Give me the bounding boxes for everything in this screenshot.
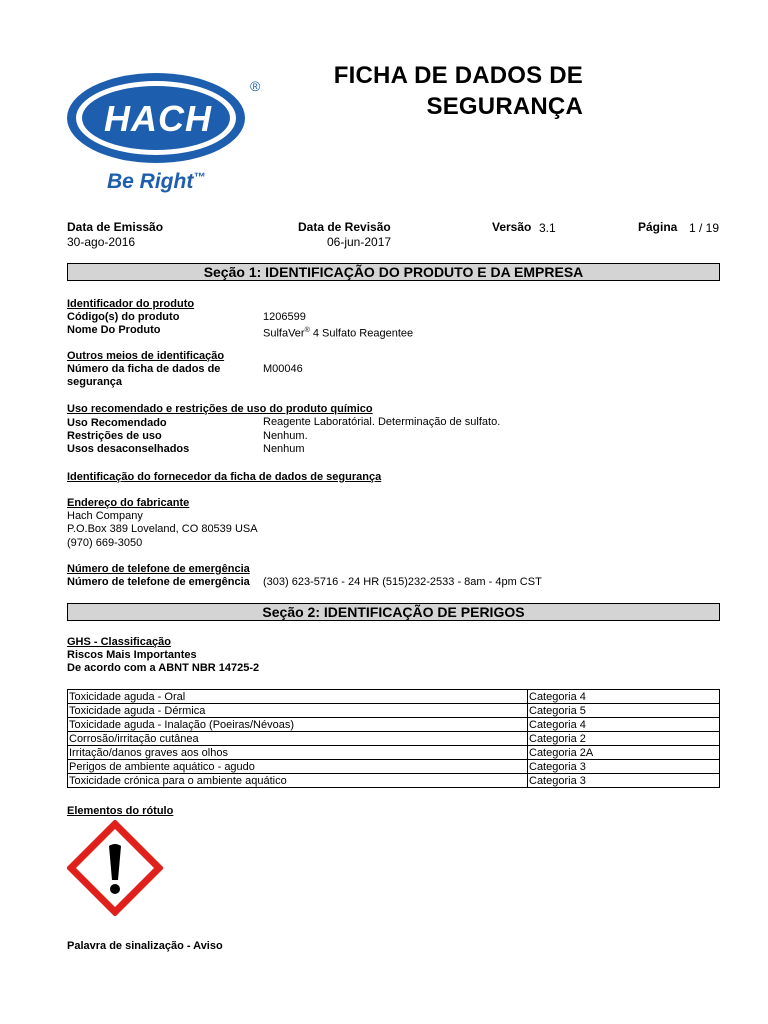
- hazard-category: Categoria 3: [528, 774, 720, 788]
- hazard-category: Categoria 2A: [528, 746, 720, 760]
- uso-recomendado-label: Uso Recomendado: [67, 417, 167, 429]
- pagina-label: Página: [638, 220, 678, 234]
- desaconselhados-label: Usos desaconselhados: [67, 443, 190, 455]
- hazard-name: Irritação/danos graves aos olhos: [68, 746, 528, 760]
- exclamation-mark-icon: [67, 820, 163, 921]
- emissao-value: 30-ago-2016: [67, 235, 136, 249]
- endereco-line-1: Hach Company: [67, 510, 143, 522]
- codigo-value: 1206599: [263, 311, 306, 323]
- hazard-category: Categoria 4: [528, 718, 720, 732]
- emissao-label: Data de Emissão: [67, 220, 164, 234]
- logo-brand: HACH: [104, 98, 212, 139]
- document-title: [300, 60, 583, 122]
- section-1-header: Seção 1: IDENTIFICAÇÃO DO PRODUTO E DA EMPRESA: [67, 263, 720, 281]
- palavra-sinalizacao: Palavra de sinalização - Aviso: [67, 940, 223, 952]
- nome-value: [263, 324, 413, 341]
- codigo-label: Código(s) do produto: [67, 311, 180, 323]
- outros-heading: Outros meios de identificação: [67, 350, 225, 362]
- title-line-1: FICHA DE DADOS DE: [333, 62, 583, 89]
- uso-heading: Uso recomendado e restrições de uso do produto químico: [67, 403, 373, 415]
- hazard-row: [68, 746, 720, 760]
- emergencia-label: Número de telefone de emergência: [67, 576, 250, 588]
- endereco-line-2: P.O.Box 389 Loveland, CO 80539 USA: [67, 523, 258, 535]
- elementos-heading: Elementos do rótulo: [67, 805, 174, 817]
- hazard-name: Toxicidade aguda - Dérmica: [68, 704, 528, 718]
- acordo-label: De acordo com a ABNT NBR 14725-2: [67, 662, 260, 674]
- uso-recomendado-value: Reagente Laboratórial. Determinação de sulfato.: [263, 416, 501, 428]
- nome-value-sup: ®: [304, 327, 310, 334]
- hazard-row: [68, 690, 720, 704]
- versao-label: Versão: [492, 220, 532, 234]
- desaconselhados-value: Nenhum: [263, 443, 305, 455]
- hazard-name: Toxicidade aguda - Inalação (Poeiras/Névoas): [68, 718, 528, 732]
- section-2-header: Seção 2: IDENTIFICAÇÃO DE PERIGOS: [67, 603, 720, 621]
- emergencia-heading: Número de telefone de emergência: [67, 563, 250, 575]
- hazard-name: Corrosão/irritação cutânea: [68, 732, 528, 746]
- hazard-name: Toxicidade aguda - Oral: [68, 690, 528, 704]
- identificador-heading: Identificador do produto: [67, 298, 195, 310]
- hazard-row: [68, 774, 720, 788]
- ghs-heading: GHS - Classificação: [67, 636, 171, 648]
- numero-ficha-value: M00046: [263, 363, 303, 375]
- numero-ficha-label-2: segurança: [67, 376, 123, 388]
- emergencia-value: (303) 623-5716 - 24 HR (515)232-2533 - 8am - 4pm CST: [263, 576, 542, 588]
- endereco-heading: Endereço do fabricante: [67, 497, 190, 509]
- hazard-name: Perigos de ambiente aquático - agudo: [68, 760, 528, 774]
- hazard-row: [68, 718, 720, 732]
- nome-label: Nome Do Produto: [67, 324, 161, 336]
- nome-value-pre: SulfaVer: [263, 327, 305, 340]
- hazard-table-body: [68, 690, 720, 788]
- revisao-label: Data de Revisão: [298, 220, 391, 234]
- versao-value: 3.1: [539, 221, 556, 235]
- riscos-label: Riscos Mais Importantes: [67, 649, 197, 661]
- hazard-table: [67, 689, 720, 788]
- hazard-category: Categoria 2: [528, 732, 720, 746]
- hazard-name: Toxicidade crónica para o ambiente aquático: [68, 774, 528, 788]
- nome-value-post: 4 Sulfato Reagentee: [309, 327, 414, 340]
- fornecedor-heading: Identificação do fornecedor da ficha de dados de segurança: [67, 471, 382, 483]
- endereco-line-3: (970) 669-3050: [67, 537, 143, 549]
- hazard-category: Categoria 4: [528, 690, 720, 704]
- numero-ficha-label-1: Número da ficha de dados de: [67, 363, 221, 375]
- restricoes-value: Nenhum.: [263, 430, 308, 442]
- hazard-row: [68, 704, 720, 718]
- restricoes-label: Restrições de uso: [67, 430, 162, 442]
- pagina-value: 1 / 19: [689, 221, 720, 235]
- title-line-2: SEGURANÇA: [426, 93, 583, 120]
- logo-registered: ®: [250, 78, 261, 94]
- revisao-value: 06-jun-2017: [327, 235, 392, 249]
- hazard-category: Categoria 3: [528, 760, 720, 774]
- hazard-row: [68, 732, 720, 746]
- logo-tm: ™: [193, 170, 206, 184]
- hazard-category: Categoria 5: [528, 704, 720, 718]
- hazard-row: [68, 760, 720, 774]
- logo-tagline: [107, 170, 205, 194]
- logo-tagline-text: Be Right: [107, 170, 194, 193]
- hach-logo: [66, 72, 272, 197]
